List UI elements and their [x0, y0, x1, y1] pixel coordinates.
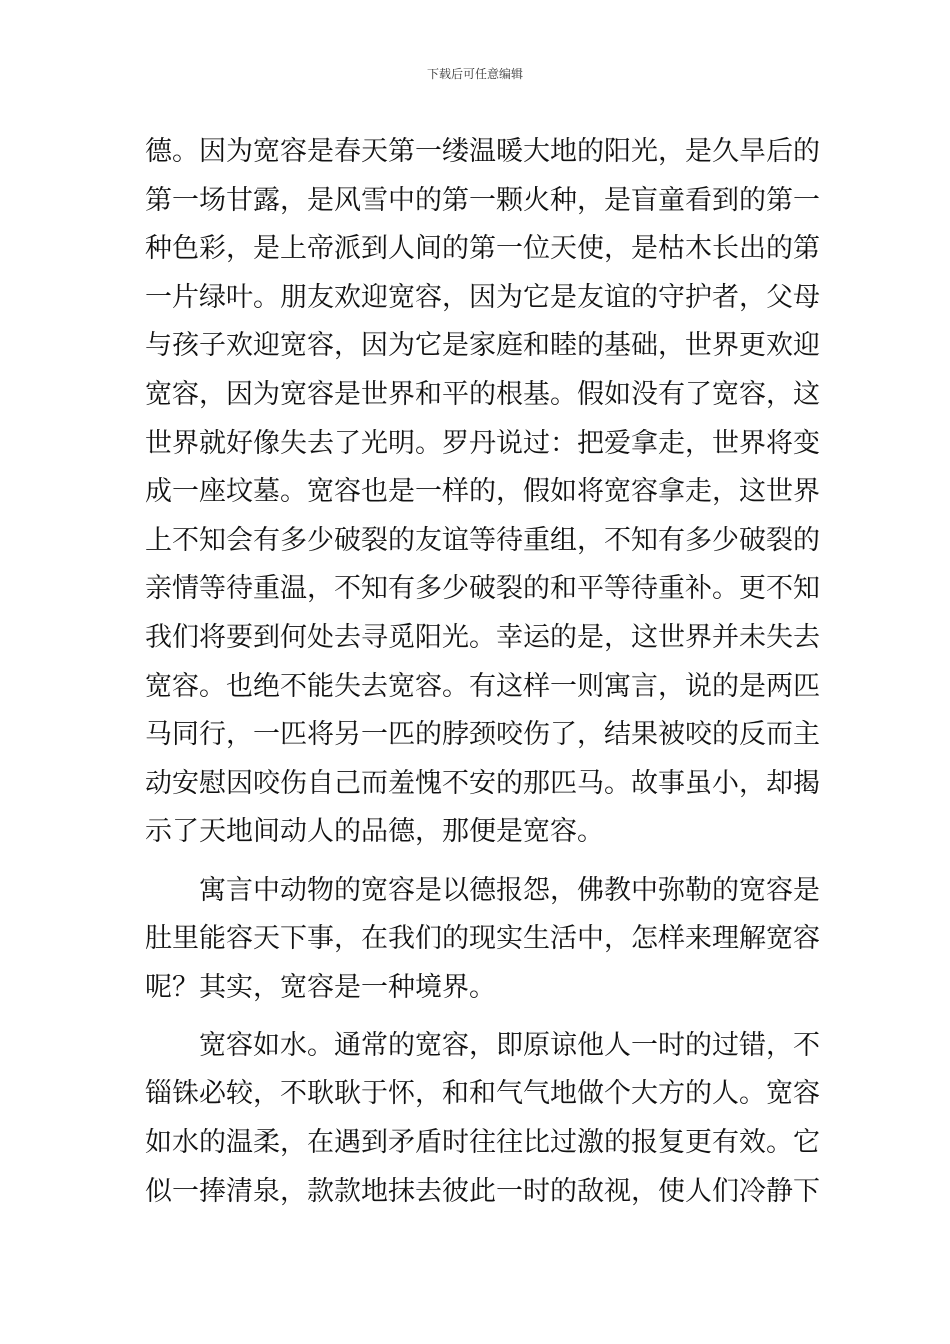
- paragraph-2: [145, 867, 820, 1013]
- paragraph-1: [145, 128, 820, 857]
- text-line: 第一场甘露，是风雪中的第一颗火种，是盲童看到的第一: [145, 184, 820, 216]
- text-line: 上不知会有多少破裂的友谊等待重组，不知有多少破裂的: [145, 524, 820, 556]
- text-line: 呢？其实，宽容是一种境界。: [145, 971, 496, 1003]
- text-line: 寓言中动物的宽容是以德报怨，佛教中弥勒的宽容是: [199, 874, 820, 906]
- text-line: 宽容。也绝不能失去宽容。有这样一则寓言，说的是两匹: [145, 670, 820, 702]
- text-line: 锱铢必较，不耿耿于怀，和和气气地做个大方的人。宽容: [145, 1078, 820, 1110]
- body-text: [145, 128, 820, 1216]
- text-line: 与孩子欢迎宽容，因为它是家庭和睦的基础，世界更欢迎: [145, 330, 820, 362]
- text-line: 马同行，一匹将另一匹的脖颈咬伤了，结果被咬的反而主: [145, 719, 820, 751]
- text-line: 我们将要到何处去寻觅阳光。幸运的是，这世界并未失去: [145, 621, 820, 653]
- page-header: 下载后可任意编辑: [426, 67, 523, 81]
- text-line: 动安慰因咬伤自己而羞愧不安的那匹马。故事虽小，却揭: [145, 767, 820, 799]
- text-line: 似一捧清泉，款款地抹去彼此一时的敌视，使人们冷静下: [145, 1175, 820, 1207]
- text-line: 世界就好像失去了光明。罗丹说过：把爱拿走，世界将变: [145, 427, 820, 459]
- text-line: 肚里能容天下事，在我们的现实生活中，怎样来理解宽容: [145, 923, 820, 955]
- text-line: 一片绿叶。朋友欢迎宽容，因为它是友谊的守护者，父母: [145, 281, 820, 313]
- text-line: 宽容如水。通常的宽容，即原谅他人一时的过错，不: [199, 1029, 820, 1061]
- text-line: 如水的温柔，在遇到矛盾时往往比过激的报复更有效。它: [145, 1127, 820, 1159]
- text-line: 亲情等待重温，不知有多少破裂的和平等待重补。更不知: [145, 573, 820, 605]
- text-line: 示了天地间动人的品德，那便是宽容。: [145, 816, 604, 848]
- text-line: 成一座坟墓。宽容也是一样的，假如将宽容拿走，这世界: [145, 476, 820, 508]
- paragraph-3: [145, 1022, 820, 1216]
- text-line: 德。因为宽容是春天第一缕温暖大地的阳光，是久旱后的: [145, 136, 820, 167]
- text-line: 种色彩，是上帝派到人间的第一位天使，是枯木长出的第: [145, 233, 820, 265]
- text-line: 宽容，因为宽容是世界和平的根基。假如没有了宽容，这: [145, 378, 820, 410]
